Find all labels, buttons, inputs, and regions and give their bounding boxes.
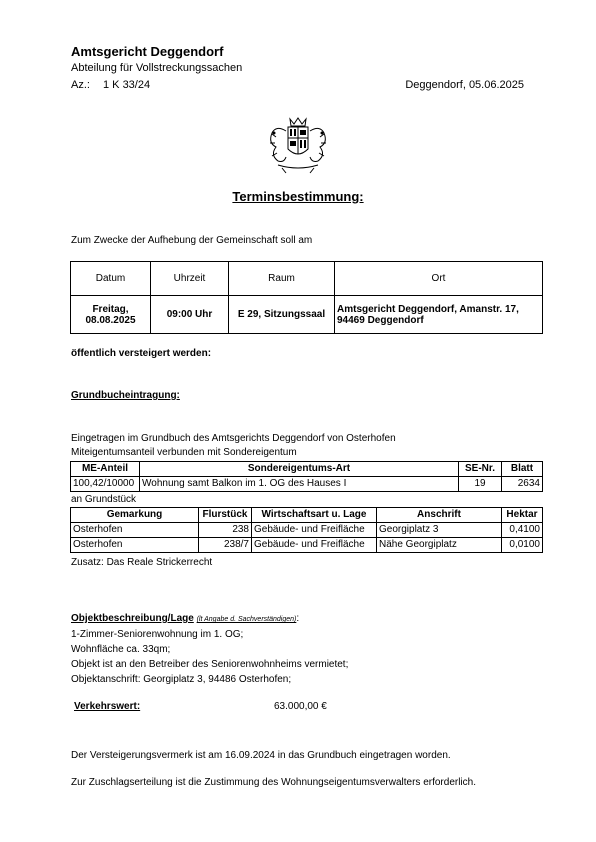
date-weekday: Freitag, xyxy=(92,303,129,315)
col-me-anteil: ME-Anteil xyxy=(71,462,140,477)
auction-text: öffentlich versteigert werden: xyxy=(71,348,212,359)
court-name: Amtsgericht Deggendorf xyxy=(71,44,224,59)
cell-se-art: Wohnung samt Balkon im 1. OG des Hauses I xyxy=(140,477,459,492)
vermerk-text: Der Versteigerungsvermerk ist am 16.09.2024 in das Grundbuch eingetragen worden. xyxy=(71,750,451,761)
cell-gemarkung: Osterhofen xyxy=(71,538,199,553)
col-se-art: Sondereigentums-Art xyxy=(140,462,459,477)
objekt-note: (lt Angabe d. Sachverständigen) xyxy=(196,616,297,623)
cell-me-anteil: 100,42/10000 xyxy=(71,477,140,492)
objekt-line: Wohnfläche ca. 33qm; xyxy=(71,644,171,655)
col-hektar: Hektar xyxy=(502,508,543,523)
cell-blatt: 2634 xyxy=(502,477,543,492)
header-place: Ort xyxy=(335,262,543,296)
cell-hektar: 0,0100 xyxy=(502,538,543,553)
objekt-line: Objektanschrift: Georgiplatz 3, 94486 Osterhofen; xyxy=(71,674,292,685)
file-number-label: Az.: xyxy=(71,79,90,91)
cell-wirtschaftsart: Gebäude- und Freifläche xyxy=(252,523,377,538)
intro-text: Zum Zwecke der Aufhebung der Gemeinschaft soll am xyxy=(71,235,313,246)
appointment-date xyxy=(71,296,151,334)
appointment-table xyxy=(70,261,543,334)
objekt-line: 1-Zimmer-Seniorenwohnung im 1. OG; xyxy=(71,629,244,640)
grundbuch-heading: Grundbucheintragung: xyxy=(71,390,180,401)
header-room: Raum xyxy=(229,262,335,296)
co-ownership-table xyxy=(70,461,543,492)
objekt-heading-line xyxy=(71,613,299,624)
col-flurstueck: Flurstück xyxy=(199,508,252,523)
col-gemarkung: Gemarkung xyxy=(71,508,199,523)
coat-of-arms-seal xyxy=(262,113,334,175)
grundbuch-line-1: Eingetragen im Grundbuch des Amtsgerichts Deggendorf von Osterhofen xyxy=(71,433,396,444)
col-anschrift: Anschrift xyxy=(377,508,502,523)
cell-hektar: 0,4100 xyxy=(502,523,543,538)
table-row xyxy=(71,538,543,553)
place-line-1: Amtsgericht Deggendorf, Amanstr. 17, xyxy=(337,303,519,315)
objekt-line: Objekt ist an den Betreiber des Seniorenwohnheims vermietet; xyxy=(71,659,349,670)
cell-gemarkung: Osterhofen xyxy=(71,523,199,538)
table-row xyxy=(71,523,543,538)
cell-flurstueck: 238 xyxy=(199,523,252,538)
date-value: 08.08.2025 xyxy=(85,314,136,326)
zusatz: Zusatz: Das Reale Strickerrecht xyxy=(71,557,213,568)
header-time: Uhrzeit xyxy=(151,262,229,296)
cell-se-nr: 19 xyxy=(459,477,502,492)
col-blatt: Blatt xyxy=(502,462,543,477)
objekt-heading: Objektbeschreibung/Lage xyxy=(71,613,194,624)
verkehrswert-value: 63.000,00 € xyxy=(274,701,327,712)
an-grundstueck: an Grundstück xyxy=(71,494,137,505)
appointment-time: 09:00 Uhr xyxy=(151,296,229,334)
verkehrswert-label: Verkehrswert: xyxy=(74,701,141,712)
table-row xyxy=(71,477,543,492)
place-line-2: 94469 Deggendorf xyxy=(337,314,424,326)
cell-anschrift: Nähe Georgiplatz xyxy=(377,538,502,553)
department: Abteilung für Vollstreckungssachen xyxy=(71,62,243,74)
appointment-place xyxy=(335,296,543,334)
col-wirtschaftsart: Wirtschaftsart u. Lage xyxy=(252,508,377,523)
col-se-nr: SE-Nr. xyxy=(459,462,502,477)
grundbuch-line-2: Miteigentumsanteil verbunden mit Sondereigentum xyxy=(71,447,297,458)
cell-flurstueck: 238/7 xyxy=(199,538,252,553)
page-title: Terminsbestimmung: xyxy=(232,189,364,204)
objekt-colon: : xyxy=(296,613,300,624)
zuschlag-text: Zur Zuschlagserteilung ist die Zustimmung des Wohnungseigentumsverwalters erforderlich. xyxy=(71,777,476,788)
appointment-room: E 29, Sitzungssaal xyxy=(229,296,335,334)
objekt-description xyxy=(71,627,348,687)
parcel-table xyxy=(70,507,543,553)
cell-wirtschaftsart: Gebäude- und Freifläche xyxy=(252,538,377,553)
cell-anschrift: Georgiplatz 3 xyxy=(377,523,502,538)
place-date: Deggendorf, 05.06.2025 xyxy=(405,79,524,91)
file-number: 1 K 33/24 xyxy=(103,79,151,91)
header-date: Datum xyxy=(71,262,151,296)
